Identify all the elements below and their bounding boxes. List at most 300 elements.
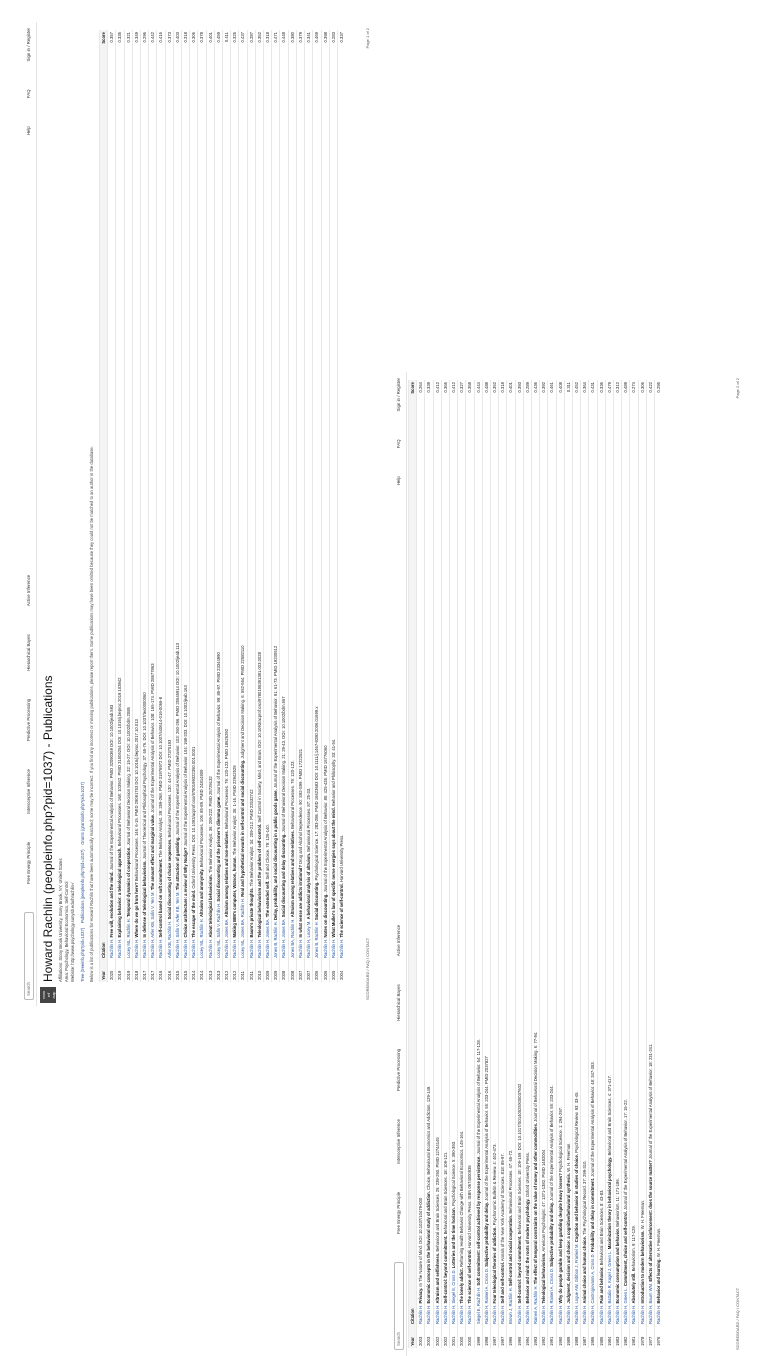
pub-year: 2000 bbox=[458, 1326, 466, 1348]
pub-year: 2007 bbox=[305, 960, 313, 982]
pub-authors[interactable]: Rachlin H. bbox=[516, 1304, 522, 1324]
pub-citation bbox=[450, 406, 458, 1326]
pub-year: 2001 bbox=[450, 1326, 458, 1348]
pub-source: Journal of the Experimental Analysis of Behavior. 17: 15-22. bbox=[623, 1099, 629, 1210]
pub-source: Psychonomic Bulletin & Review. 4: 462-473. bbox=[492, 1143, 498, 1226]
pub-source: Journal of Behavioral Decision Making. 32: 15-27. DOI: 10.1002/bdm.2085 bbox=[125, 707, 131, 846]
pub-authors[interactable]: Rachlin H. bbox=[582, 1304, 588, 1324]
pub-source: Journal of the Experimental Analysis of Behavior. PMID 32090369 DOI: 10.1002/jeab.593 bbox=[109, 704, 115, 871]
pub-citation bbox=[247, 56, 255, 960]
table-row bbox=[433, 380, 441, 1348]
pub-score: 0.306 bbox=[190, 30, 198, 56]
pub-title: The escape of the mind. bbox=[191, 889, 197, 938]
table-row bbox=[337, 30, 345, 982]
pub-authors[interactable]: Rachlin H. bbox=[248, 938, 254, 958]
table-row bbox=[223, 30, 231, 982]
pub-authors[interactable]: Rachlin H, Castrogiovanni A, Cross D. bbox=[590, 1253, 596, 1324]
publications-link[interactable]: Publications (peopleinfo.php?pid=1037) bbox=[79, 849, 85, 924]
pub-citation bbox=[239, 56, 247, 960]
nav-link-5[interactable]: Active Inference bbox=[396, 924, 402, 957]
pub-authors[interactable]: Rachlin H, Jones BA. bbox=[281, 918, 287, 958]
faq-link[interactable]: FAQ bbox=[396, 439, 402, 449]
footer-links[interactable]: SCOREBOARD / FAQ / CONTACT bbox=[364, 937, 370, 1000]
pub-score: 0.436 bbox=[532, 380, 540, 406]
pub-authors[interactable]: Rachlin H. bbox=[557, 1304, 563, 1324]
pub-year: 2012 bbox=[223, 960, 231, 982]
pub-authors[interactable]: Rachlin H. bbox=[117, 938, 123, 958]
pub-citation bbox=[474, 406, 482, 1326]
pub-title: Behavior and mind: the roots of modern psychology. bbox=[524, 1198, 530, 1304]
pub-score: 0.393 bbox=[515, 380, 523, 406]
pub-title: Probability and delay in commitment. bbox=[590, 1177, 596, 1253]
pub-source: Judgment and Decision Making. 6: 552-564. PMID 22582110 bbox=[240, 645, 246, 759]
pub-source: Behavior and Philosophy. 33: 41-54. bbox=[330, 738, 336, 806]
pub-citation bbox=[264, 56, 272, 960]
pub-source: Journal of the Experimental Analysis of Behavior. 64: 117-128. bbox=[475, 1039, 481, 1155]
pub-title: In what sense are addicts irrational? bbox=[297, 865, 303, 938]
table-row bbox=[165, 30, 173, 982]
search-input-2[interactable] bbox=[394, 1262, 404, 1350]
pub-citation bbox=[132, 56, 140, 960]
table-header-row bbox=[100, 30, 108, 982]
pub-source: Journal of the Experimental Analysis of Behavior. 48: 347-353. bbox=[590, 1061, 596, 1177]
pub-citation bbox=[597, 406, 605, 1326]
pub-title: Social discounting of choice sequences. bbox=[166, 838, 172, 920]
pub-score: 0.327 bbox=[458, 380, 466, 406]
pub-year: 1986 bbox=[589, 1326, 597, 1348]
pub-authors[interactable]: Rachlin H. bbox=[207, 938, 213, 958]
pub-authors[interactable]: Rachlin H. bbox=[142, 938, 148, 958]
pub-citation bbox=[433, 406, 441, 1326]
pub-citation bbox=[548, 406, 556, 1326]
pub-source: Oxford University Press. DOI: 10.1093/acprof:oso/9780199322350.001.0001 bbox=[191, 746, 197, 889]
pub-source: Harvard University Press. ISBN 0674000935 bbox=[467, 1165, 473, 1249]
pub-authors[interactable]: Rachlin H. bbox=[232, 938, 238, 958]
table-row bbox=[441, 380, 449, 1348]
pub-score: 0.422 bbox=[646, 380, 654, 406]
pub-score: 0.352 bbox=[491, 380, 499, 406]
pub-source: Behavioural Processes. 79: 120-123. PMID 18625292 bbox=[224, 728, 230, 830]
pub-authors[interactable]: Rachlin H. bbox=[615, 1304, 621, 1324]
pub-year: 2017 bbox=[149, 960, 157, 982]
pub-source: Behavioural Processes. 130: 44-47. PMID 27375193 bbox=[166, 739, 172, 838]
pub-title: Effects of alternative reinforcement: does the source matter? bbox=[647, 1160, 653, 1282]
pub-source: Psychological Science. 5: 390-393. bbox=[451, 1140, 457, 1206]
table-row bbox=[417, 380, 425, 1348]
table-row bbox=[425, 380, 433, 1348]
table-row bbox=[149, 30, 157, 982]
pub-score: 0.318 bbox=[182, 30, 190, 56]
pub-title: Four teleological theories of addiction. bbox=[492, 1226, 498, 1304]
pub-score: 0.295 bbox=[655, 380, 663, 406]
pub-source: Journal of the Experimental Analysis of Behavior. 108: 165-174. PMID 28677863 bbox=[150, 663, 156, 813]
grants-link[interactable]: Grants (grantsinfo.php?pid=1037) bbox=[79, 782, 85, 845]
pub-citation bbox=[581, 406, 589, 1326]
table-row bbox=[108, 30, 116, 982]
pub-score: 0.437 bbox=[239, 30, 247, 56]
pub-title: Notes on discounting. bbox=[322, 893, 328, 938]
pub-score: 0.459 bbox=[214, 30, 222, 56]
table-row bbox=[255, 30, 263, 982]
pub-authors[interactable]: Raineri A, Rachlin H. bbox=[533, 1285, 539, 1324]
pub-score: 0.296 bbox=[141, 30, 149, 56]
pub-authors[interactable]: Rachlin H. bbox=[524, 1304, 530, 1324]
pub-year: 2016 bbox=[157, 960, 165, 982]
pub-title: The science of self-control. bbox=[338, 883, 344, 938]
pub-source: Harvard University Press. bbox=[338, 834, 344, 883]
affiliation-line: Affiliations: Stony Brook University, Stony Brook, NY, United States bbox=[58, 858, 63, 982]
pub-source: Behaviorism. 9: 117-129. bbox=[631, 1225, 637, 1272]
pub-citation bbox=[556, 406, 564, 1326]
pub-source: Journal of Theoretical and Philosophical Psychology. 37: 65-76. DOI: 10.1037/teo0000060 bbox=[142, 692, 148, 860]
pub-source: Behavioral and Brain Sciences. 4: 371-417. bbox=[606, 1075, 612, 1156]
pub-authors[interactable]: Rachlin H, Raineri A, Cross D. bbox=[483, 1267, 489, 1324]
pub-authors[interactable]: Rachlin H, Jones BA. bbox=[224, 918, 230, 958]
pub-source: Self Control in Society, Mind, and Brain. DOI: 10.1093/acprof:oso/9780195391381.003.0028 bbox=[256, 652, 262, 823]
pub-source: Journal of the Experimental Analysis of Behavior. 99: 85-97. PMID 23344990 bbox=[215, 652, 221, 795]
pub-score: 0.335 bbox=[116, 30, 124, 56]
pub-authors[interactable]: Rachlin H. bbox=[418, 1304, 424, 1324]
pub-title: Social discounting and delay discounting. bbox=[281, 833, 287, 918]
column-header-year[interactable]: Year bbox=[409, 1326, 417, 1348]
pub-year: 1999 bbox=[474, 1326, 482, 1348]
pub-authors[interactable]: Arfer KB, Rachlin H. bbox=[166, 920, 172, 958]
table-row bbox=[296, 30, 304, 982]
pub-citation bbox=[564, 406, 572, 1326]
table-row bbox=[491, 380, 499, 1348]
pub-title: Commitment, choice and self-control. bbox=[623, 1211, 629, 1287]
table-row bbox=[239, 30, 247, 982]
table-row bbox=[141, 30, 149, 982]
pub-source: The Psychological Record. 37: 299-310. bbox=[582, 1160, 588, 1235]
table-row bbox=[482, 380, 490, 1348]
pub-title: Teleological behaviorism and the problem of self-control. bbox=[256, 823, 262, 938]
pub-citation bbox=[589, 406, 597, 1326]
pub-authors[interactable]: Rachlin H. bbox=[133, 938, 139, 958]
pub-authors[interactable]: Rachlin H, Green L. bbox=[623, 1287, 629, 1324]
pub-authors[interactable]: Rachlin H. bbox=[183, 938, 189, 958]
pub-citation bbox=[630, 406, 638, 1326]
pub-citation bbox=[425, 406, 433, 1326]
pub-citation bbox=[280, 56, 288, 960]
pub-source: Journal of Behavioral Decision Making. 6: 77-94. bbox=[533, 1031, 539, 1122]
pub-score: 0.358 bbox=[466, 380, 474, 406]
pub-title: About teleological behaviorism. bbox=[207, 874, 213, 938]
pub-year: 2008 bbox=[288, 960, 296, 982]
pub-title: A behavioral analysis of altruism. bbox=[306, 852, 312, 920]
pub-score: 0.398 bbox=[321, 30, 329, 56]
table-row bbox=[646, 380, 654, 1348]
pub-title: Maximization theory in behavioral psychology. bbox=[606, 1156, 612, 1250]
pub-year: 2011 bbox=[247, 960, 255, 982]
pub-authors[interactable]: Brown J, Rachlin H. bbox=[508, 1287, 514, 1324]
pub-score: 0.401 bbox=[206, 30, 214, 56]
table-row bbox=[157, 30, 165, 982]
pub-title: Pain and behavior. bbox=[598, 1266, 604, 1304]
website-line[interactable]: Website: http://www.psychology.sunysb.edu/hrachlin-/ bbox=[70, 882, 76, 982]
nav-link-4[interactable]: Hierarchical Bayes bbox=[396, 984, 402, 1021]
pub-year: 2007 bbox=[296, 960, 304, 982]
pub-title: The lonely addict. bbox=[459, 1268, 465, 1304]
sign-in-link[interactable]: Sign in / Register bbox=[26, 28, 32, 62]
nav-link-2[interactable]: Interoceptive Inference bbox=[26, 769, 32, 814]
nav-link-3[interactable]: Predictive Processing bbox=[26, 698, 32, 742]
pub-citation bbox=[108, 56, 116, 960]
pub-source: In The Nature of Mind. DOI: 10.1037/10479-000 bbox=[418, 1197, 424, 1287]
pub-citation bbox=[614, 406, 622, 1326]
table-row bbox=[605, 380, 613, 1348]
pub-source: W. H. Freeman. bbox=[565, 1142, 571, 1172]
page-footer-2 bbox=[735, 372, 740, 1356]
page-counter: Page 2 of 2 bbox=[734, 378, 740, 399]
pub-score: 0.380 bbox=[288, 30, 296, 56]
site-logo[interactable] bbox=[40, 987, 56, 1003]
pub-year: 2014 bbox=[198, 960, 206, 982]
table-row bbox=[589, 380, 597, 1348]
pub-authors[interactable]: Locey ML, Jones BA, Rachlin H. bbox=[240, 897, 246, 958]
pub-authors[interactable]: Rachlin H. bbox=[459, 1304, 465, 1324]
pub-citation bbox=[214, 56, 222, 960]
pub-year: 1984 bbox=[605, 1326, 613, 1348]
pub-title: Self-control based on soft commitment. bbox=[158, 858, 164, 938]
pub-authors[interactable]: Rachlin H. bbox=[442, 1304, 448, 1324]
pub-title: Real and hypothetical rewards in self-control and social discounting. bbox=[240, 759, 246, 897]
pub-authors[interactable]: Rachlin H. bbox=[338, 938, 344, 958]
table-row bbox=[507, 380, 515, 1348]
pub-authors[interactable]: Rachlin H. bbox=[297, 938, 303, 958]
pub-citation bbox=[141, 56, 149, 960]
table-row bbox=[288, 30, 296, 982]
search-placeholder-2: Search bbox=[396, 1332, 402, 1346]
pub-authors[interactable]: Rachlin H, Siegel E, Cross D. bbox=[451, 1269, 457, 1324]
tree-link[interactable]: Tree (treeinfo.php?pid=1037) bbox=[79, 927, 85, 982]
pub-score: 0.264 bbox=[417, 380, 425, 406]
pub-score: 0.318 bbox=[264, 30, 272, 56]
table-row bbox=[247, 30, 255, 982]
pub-authors[interactable]: Rachlin H. bbox=[598, 1304, 604, 1324]
pub-authors[interactable]: Rachlin H. bbox=[434, 1304, 440, 1324]
footer-links[interactable]: SCOREBOARD / FAQ / CONTACT bbox=[734, 1287, 740, 1350]
pub-authors[interactable]: Jones B, Rachlin H. bbox=[273, 921, 279, 958]
column-header-citation[interactable]: Citation bbox=[409, 406, 417, 1326]
pub-authors[interactable]: Rachlin H. bbox=[109, 938, 115, 958]
top-nav-bar-2 bbox=[392, 372, 407, 1356]
pub-source: Behavioural Processes. 87: 25-33. bbox=[306, 787, 312, 852]
search-input[interactable] bbox=[24, 912, 34, 1000]
pub-year: 2020 bbox=[108, 960, 116, 982]
pub-title: The science of self-control. bbox=[467, 1249, 473, 1304]
table-row bbox=[124, 30, 132, 982]
table-row bbox=[182, 30, 190, 982]
pub-title: Lotteries and the time horizon. bbox=[451, 1207, 457, 1269]
pub-year: 1997 bbox=[491, 1326, 499, 1348]
pub-score: 0.411 bbox=[223, 30, 231, 56]
pub-title: The extended self. bbox=[265, 880, 271, 918]
table-row bbox=[581, 380, 589, 1348]
pub-authors[interactable]: Rachlin H, Locey M. bbox=[306, 920, 312, 958]
sign-in-link[interactable]: Sign in / Register bbox=[396, 378, 402, 412]
pub-score: 0.339 bbox=[425, 380, 433, 406]
pub-authors[interactable]: Rachlin H, Safin V, Arfer KB, Yen M. bbox=[174, 891, 180, 958]
pub-authors[interactable]: Locey ML, Rachlin H. bbox=[125, 918, 131, 958]
table-row bbox=[466, 380, 474, 1348]
pub-year: 1994 bbox=[523, 1326, 531, 1348]
pub-year: 2017 bbox=[141, 960, 149, 982]
pub-title: Where do we go from here? bbox=[133, 882, 139, 938]
pub-year: 2002 bbox=[433, 1326, 441, 1348]
column-header-year[interactable]: Year bbox=[100, 960, 108, 982]
pub-authors[interactable]: Rachlin H. bbox=[639, 1304, 645, 1324]
pub-authors[interactable]: Rachlin H. bbox=[656, 1304, 662, 1324]
table-row bbox=[190, 30, 198, 982]
pub-authors[interactable]: Rachlin H. bbox=[541, 1304, 547, 1324]
pub-citation bbox=[482, 406, 490, 1326]
pub-year: 2016 bbox=[165, 960, 173, 982]
nav-link-4[interactable]: Hierarchical Bayes bbox=[26, 634, 32, 671]
pub-title: In defense of teleological behaviorism. bbox=[142, 860, 148, 938]
pub-source: Journal of the Experimental Analysis of Behavior. 55: 233-244. bbox=[549, 1085, 555, 1201]
pub-score: 0.364 bbox=[581, 380, 589, 406]
sidebar bbox=[38, 984, 58, 1006]
area-line: Area: Psychology, Behavioral Economics, Self-Control bbox=[64, 881, 70, 982]
pub-year: 2019 bbox=[116, 960, 124, 982]
pub-citation bbox=[223, 56, 231, 960]
pub-authors[interactable]: Rachlin H. bbox=[191, 938, 197, 958]
pub-year: 2009 bbox=[272, 960, 280, 982]
pub-year: 2011 bbox=[239, 960, 247, 982]
pub-title: Economic consumption and behavior. bbox=[615, 1227, 621, 1304]
pub-source: Behavioral and Brain Sciences. 8: 43-83. bbox=[598, 1189, 604, 1266]
help-link[interactable]: Help bbox=[396, 476, 402, 486]
pub-authors[interactable]: Rachlin H. bbox=[426, 1304, 432, 1324]
pub-score: 0.287 bbox=[247, 30, 255, 56]
pub-title: Choice architecture: a review of Why Nudge? bbox=[183, 847, 189, 938]
top-nav-bar bbox=[22, 22, 37, 1006]
pub-authors[interactable]: Jones BA, Rachlin H. bbox=[289, 918, 295, 958]
pub-authors[interactable]: Rachlin H. bbox=[631, 1304, 637, 1324]
pub-authors[interactable]: Rachlin H, Jones BA. bbox=[265, 918, 271, 958]
pub-title: Animal choice and human choice. bbox=[582, 1236, 588, 1304]
pub-source: Psychological Review. 93: 33-45. bbox=[574, 1091, 580, 1153]
pub-authors[interactable]: Rachlin H. bbox=[322, 938, 328, 958]
table-row bbox=[458, 380, 466, 1348]
table-row bbox=[272, 30, 280, 982]
pub-year: 1976 bbox=[655, 1326, 663, 1348]
pub-year: 2002 bbox=[441, 1326, 449, 1348]
pub-citation bbox=[573, 406, 581, 1326]
pub-title: The effect of temporal constraints on the value of money and other commodities. bbox=[533, 1122, 539, 1285]
pub-title: Altruism and selfishness. bbox=[434, 1252, 440, 1304]
pub-title: Cognition and behavior in studies of choice. bbox=[574, 1154, 580, 1243]
publications-table bbox=[99, 30, 345, 982]
pub-score: 0.461 bbox=[548, 380, 556, 406]
help-link[interactable]: Help bbox=[26, 126, 32, 136]
pub-citation bbox=[190, 56, 198, 960]
pub-source: Journal of the Experimental Analysis of Behavior. 85: 425-435. PMID 16776060 bbox=[322, 745, 328, 893]
column-header-score[interactable]: Score bbox=[409, 380, 417, 406]
pub-source: The Behavior Analyst. 39: 259-268. PMID 31976972 DOI: 10.1007/s40614-016-0066-8 bbox=[158, 696, 164, 858]
pub-year: 1998 bbox=[482, 1326, 490, 1348]
table-row bbox=[499, 380, 507, 1348]
pub-authors[interactable]: Jones B, Rachlin H. bbox=[314, 921, 320, 958]
pub-year: 2010 bbox=[255, 960, 263, 982]
pub-year: 2013 bbox=[214, 960, 222, 982]
pub-authors[interactable]: Rachlin H. bbox=[256, 938, 262, 958]
table-row bbox=[214, 30, 222, 982]
pub-authors[interactable]: Rachlin H, Battalio R, Kagel J, Green L. bbox=[606, 1250, 612, 1324]
pub-source: Journal of the Experimental Analysis of Behavior. 55: 233-244. PMID 2037827 bbox=[483, 1056, 489, 1201]
pub-score: 0.325 bbox=[231, 30, 239, 56]
table-row bbox=[231, 30, 239, 982]
pub-citation bbox=[296, 56, 304, 960]
pub-score: 0.403 bbox=[173, 30, 181, 56]
pub-authors[interactable]: Locey ML, Safin V, Rachlin H. bbox=[215, 902, 221, 958]
pub-title: What Muller's law of specific nerve energies says about the mind. bbox=[330, 807, 336, 938]
pub-citation bbox=[305, 56, 313, 960]
pub-source: Choice, Behavioural Economics and Addiction. 129-149. bbox=[426, 1085, 432, 1190]
pub-score: 0.274 bbox=[630, 380, 638, 406]
pub-authors[interactable]: Rachlin H, Raineri A, Cross D. bbox=[549, 1267, 555, 1324]
pub-year: 2008 bbox=[280, 960, 288, 982]
pub-source: W. H. Freeman. bbox=[639, 1199, 645, 1230]
table-row bbox=[450, 380, 458, 1348]
table-row bbox=[173, 30, 181, 982]
faq-link[interactable]: FAQ bbox=[26, 89, 32, 99]
table-row bbox=[132, 30, 140, 982]
pub-title: Economic concepts in the behavioral study of addiction. bbox=[426, 1191, 432, 1304]
column-header-citation[interactable]: Citation bbox=[100, 56, 108, 960]
pub-authors[interactable]: Rachlin H, Baum WM. bbox=[647, 1282, 653, 1324]
pub-authors[interactable]: Rachlin H. bbox=[492, 1304, 498, 1324]
pub-authors[interactable]: Siegel E, Rachlin H. bbox=[475, 1286, 481, 1324]
pub-year: 2006 bbox=[313, 960, 321, 982]
pub-source: Annals of the New York Academy of Sciences. 818: 85-97. bbox=[500, 1153, 506, 1262]
pub-year: 1982 bbox=[622, 1326, 630, 1348]
pub-year: 2013 bbox=[206, 960, 214, 982]
table-row bbox=[515, 380, 523, 1348]
pub-citation bbox=[321, 56, 329, 960]
table-row bbox=[564, 380, 572, 1348]
table-row bbox=[116, 30, 124, 982]
pub-authors[interactable]: Rachlin H, Logue AW, Gibbon J, Frankel M. bbox=[574, 1243, 580, 1324]
pub-authors[interactable]: Rachlin H. bbox=[500, 1304, 506, 1324]
nav-link-1[interactable]: Free Energy Principle bbox=[26, 841, 32, 884]
pub-source: Journal of the Experimental Analysis of Behavior. 18: 231-241. bbox=[647, 1043, 653, 1159]
pub-citation bbox=[149, 56, 157, 960]
pub-authors[interactable]: Rachlin H. bbox=[565, 1304, 571, 1324]
pub-source: Behavioural Processes. 168: 103942. PMID 31505254 DOI: 10.1016/j.beproc.2019.103942 bbox=[117, 677, 123, 847]
nav-link-2[interactable]: Interoceptive Inference bbox=[396, 1119, 402, 1164]
pub-score: 0.379 bbox=[296, 30, 304, 56]
pub-authors[interactable]: Rachlin H, Arfer KB, Safin V, Yen M. bbox=[150, 891, 156, 958]
pub-citation bbox=[507, 406, 515, 1326]
pub-authors[interactable]: Rachlin H. bbox=[158, 938, 164, 958]
page-sheet-2 bbox=[392, 372, 742, 1356]
nav-link-3[interactable]: Predictive Processing bbox=[396, 1048, 402, 1092]
pub-title: Subjective probability and delay. bbox=[549, 1201, 555, 1267]
pub-score: 0.318 bbox=[499, 380, 507, 406]
column-header-score[interactable]: Score bbox=[100, 30, 108, 56]
pub-authors[interactable]: Locey ML, Rachlin H. bbox=[199, 918, 205, 958]
pub-authors[interactable]: Rachlin H. bbox=[467, 1304, 473, 1324]
nav-link-1[interactable]: Free Energy Principle bbox=[396, 1191, 402, 1234]
pub-score: 0.444 bbox=[474, 380, 482, 406]
nav-link-5[interactable]: Active Inference bbox=[26, 574, 32, 607]
pub-score: 0.488 bbox=[482, 380, 490, 406]
pub-authors[interactable]: Rachlin H. bbox=[330, 938, 336, 958]
pub-source: Psychological Science. 17: 283-286. PMID 16623683 DOI: 10.1111/j.1467-9280.2006.01699.x bbox=[314, 706, 320, 881]
pub-source: Behavioural Processes. 79: 120-123. bbox=[289, 760, 295, 830]
